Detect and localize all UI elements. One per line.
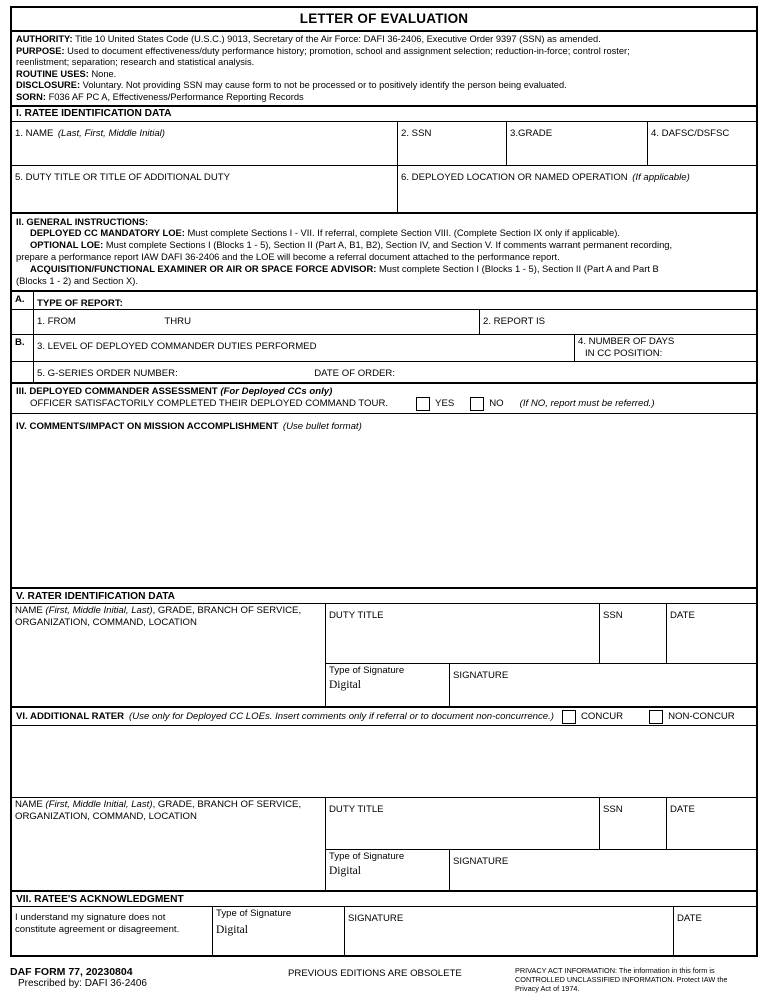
deployed-location-field[interactable] xyxy=(398,166,756,212)
from-thru-field[interactable] xyxy=(34,310,480,334)
disclosure-text: Voluntary. Not providing SSN may cause form to not be processed or to positively identify the person being evaluated. xyxy=(82,80,567,91)
ratee-name-hint: (Last, First, Middle Initial) xyxy=(57,127,166,139)
yes-label: YES xyxy=(435,398,455,410)
form-id: DAF FORM 77, 20230804 xyxy=(10,966,133,978)
section-7-heading: VII. RATEE'S ACKNOWLEDGMENT xyxy=(12,892,756,907)
gseries-field[interactable] xyxy=(34,362,756,382)
additional-rater-signature-row xyxy=(326,850,756,890)
additional-rater-signature-label: SIGNATURE xyxy=(453,856,509,867)
type-of-report-label: TYPE OF REPORT: xyxy=(37,298,123,309)
routine-uses-label: ROUTINE USES: xyxy=(16,68,89,79)
purpose-line xyxy=(16,46,752,58)
concur-checkbox[interactable] xyxy=(562,710,576,724)
additional-rater-ssn-field[interactable] xyxy=(600,798,667,849)
rater-signature-type-field[interactable] xyxy=(326,664,450,706)
footer-privacy-note xyxy=(515,966,755,994)
rater-duty-title-label: DUTY TITLE xyxy=(329,610,384,621)
section-6-heading-row xyxy=(12,708,756,726)
number-of-days-field[interactable] xyxy=(575,335,756,361)
purpose-label: PURPOSE: xyxy=(16,45,65,56)
section-3-assessment-row xyxy=(16,397,752,411)
additional-rater-comments-area[interactable] xyxy=(12,726,756,798)
non-concur-checkbox[interactable] xyxy=(649,710,663,724)
ratee-name-field[interactable] xyxy=(12,122,398,165)
duty-title-label: 5. DUTY TITLE OR TITLE OF ADDITIONAL DUTY xyxy=(15,171,231,183)
additional-rater-date-field[interactable] xyxy=(667,798,756,849)
additional-rater-duty-row xyxy=(326,798,756,850)
section-4-heading-hint: (Use bullet format) xyxy=(282,420,362,432)
rater-right-block xyxy=(326,604,756,706)
section-3-heading-text: III. DEPLOYED COMMANDER ASSESSMENT xyxy=(16,385,218,397)
comments-textarea[interactable] xyxy=(12,435,756,587)
section-2-heading: II. GENERAL INSTRUCTIONS: xyxy=(16,215,149,227)
deployed-duties-level-label: 3. LEVEL OF DEPLOYED COMMANDER DUTIES PERFORMED xyxy=(37,341,317,352)
acquisition-line xyxy=(16,263,752,275)
additional-rater-date-label: DATE xyxy=(670,804,695,815)
section-3-note: (If NO, report must be referred.) xyxy=(519,398,655,410)
additional-rater-name-label-text: NAME xyxy=(15,799,43,810)
additional-rater-signature-field[interactable] xyxy=(450,850,756,890)
deployed-location-label: 6. DEPLOYED LOCATION OR NAMED OPERATION xyxy=(401,171,628,183)
previous-editions-note: PREVIOUS EDITIONS ARE OBSOLETE xyxy=(288,968,462,979)
additional-rater-signature-type-field[interactable] xyxy=(326,850,450,890)
rater-duty-row xyxy=(326,604,756,664)
part-b-gseries-row xyxy=(12,362,756,384)
report-is-field[interactable] xyxy=(480,310,756,334)
authority-label: AUTHORITY: xyxy=(16,34,73,44)
part-a-title xyxy=(34,292,756,309)
disclosure-line xyxy=(16,80,752,92)
disclosure-label: DISCLOSURE: xyxy=(16,80,81,91)
footer-privacy-line2: CONTROLLED UNCLASSIFIED INFORMATION. Protect IAW the xyxy=(515,975,728,985)
section-4-heading xyxy=(12,414,756,435)
ratee-name-label: 1. NAME xyxy=(15,127,54,139)
rater-name-hint: (First, Middle Initial, Last) xyxy=(45,605,153,616)
ratee-dafsc-label: 4. DAFSC/DSFSC xyxy=(651,127,730,139)
part-b-letter: B. xyxy=(12,335,34,361)
purpose-text: Used to document effectiveness/duty performance history; promotion, school and assignment selection; reduction-in-force; control roster; xyxy=(67,45,630,56)
footer-privacy-line1: PRIVACY ACT INFORMATION: The information in this form is xyxy=(515,966,715,975)
section-3-heading-hint: (For Deployed CCs only) xyxy=(220,385,333,397)
section-6-heading-hint: (Use only for Deployed CC LOEs. Insert comments only if referral or to document non-concurrence.) xyxy=(129,710,554,722)
rater-signature-type-value: Digital xyxy=(329,678,361,691)
section-7-body xyxy=(12,907,756,955)
privacy-act-statement xyxy=(12,32,756,107)
ratee-signature-field[interactable] xyxy=(345,907,674,955)
acquisition-label: ACQUISITION/FUNCTIONAL EXAMINER OR AIR OR SPACE FORCE ADVISOR: xyxy=(30,263,377,275)
additional-rater-signature-type-value: Digital xyxy=(329,864,361,877)
optional-loe-text: Must complete Sections I (Blocks 1 - 5), Section II (Part A, B1, B2), Section IV, and Section V. If comments warrant permanent recording, xyxy=(103,239,673,251)
from-label: 1. FROM xyxy=(37,316,76,327)
prescribed-by: Prescribed by: DAFI 36-2406 xyxy=(18,978,147,989)
section-4-heading-text: IV. COMMENTS/IMPACT ON MISSION ACCOMPLISHMENT xyxy=(16,420,279,432)
footer-left xyxy=(10,966,147,989)
no-checkbox[interactable] xyxy=(470,397,484,411)
mandatory-loe-line xyxy=(16,227,752,239)
acquisition-line-2: (Blocks 1 - 2) and Section X). xyxy=(16,275,138,287)
additional-rater-name-field[interactable] xyxy=(12,798,326,890)
additional-rater-name-hint: (First, Middle Initial, Last) xyxy=(45,799,153,810)
concur-label: CONCUR xyxy=(581,710,624,722)
part-b-level-row xyxy=(12,335,756,362)
part-a-heading-row xyxy=(12,292,756,310)
ratee-date-field[interactable] xyxy=(674,907,756,955)
section-5-heading: V. RATER IDENTIFICATION DATA xyxy=(12,589,756,604)
sorn-label: SORN: xyxy=(16,91,46,102)
ratee-signature-type-value: Digital xyxy=(216,923,248,936)
ratee-ssn-field[interactable] xyxy=(398,122,507,165)
ratee-dafsc-field[interactable] xyxy=(648,122,756,165)
mandatory-loe-label: DEPLOYED CC MANDATORY LOE: xyxy=(30,227,185,239)
footer-privacy-line3: Privacy Act of 1974. xyxy=(515,984,580,994)
rater-ssn-label: SSN xyxy=(603,610,623,621)
number-of-days-label: 4. NUMBER OF DAYS xyxy=(578,336,675,347)
section-3 xyxy=(12,384,756,414)
rater-duty-title-field[interactable] xyxy=(326,604,600,663)
additional-rater-right-block xyxy=(326,798,756,890)
acquisition-text: Must complete Section I (Blocks 1 - 5), Section II (Part A and Part B xyxy=(376,263,659,275)
optional-loe-label: OPTIONAL LOE: xyxy=(30,239,104,251)
rater-signature-row xyxy=(326,664,756,706)
report-is-label: 2. REPORT IS xyxy=(483,316,546,327)
rater-name-rest: , GRADE, BRANCH OF SERVICE, xyxy=(152,605,302,616)
authority-line xyxy=(16,34,752,46)
sorn-text: F036 AF PC A, Effectiveness/Performance Reporting Records xyxy=(48,91,304,102)
ratee-grade-field[interactable] xyxy=(507,122,648,165)
number-of-days-label-2: IN CC POSITION: xyxy=(585,347,663,359)
ratee-statement-line2: constitute agreement or disagreement. xyxy=(15,923,180,935)
part-a-letter: A. xyxy=(12,292,34,309)
section-1-row-2 xyxy=(12,166,756,214)
date-of-order-label: DATE OF ORDER: xyxy=(314,368,396,379)
section-1-heading: I. RATEE IDENTIFICATION DATA xyxy=(12,107,756,122)
mandatory-loe-text: Must complete Sections I - VII. If referral, complete Section VIII. (Complete Section IX only if applicable). xyxy=(184,227,620,239)
additional-rater-duty-title-field[interactable] xyxy=(326,798,600,849)
form-title: LETTER OF EVALUATION xyxy=(12,8,756,32)
section-1-row-1 xyxy=(12,122,756,166)
ratee-signature-label: SIGNATURE xyxy=(348,913,404,924)
section-6-heading-text: VI. ADDITIONAL RATER xyxy=(16,710,125,722)
purpose-line-2: reenlistment; separation; research and statistical analysis. xyxy=(16,57,255,68)
section-2-instructions xyxy=(12,214,756,292)
additional-rater-ssn-label: SSN xyxy=(603,804,623,815)
deployed-duties-level-field[interactable] xyxy=(34,335,575,361)
ratee-statement-line1: I understand my signature does not xyxy=(15,912,166,923)
optional-loe-line-2: prepare a performance report IAW DAFI 36-2406 and the LOE will become a referral document attached to the performance report. xyxy=(16,251,560,263)
ratee-signature-type-label: Type of Signature xyxy=(216,908,292,919)
rater-name-label xyxy=(15,605,322,617)
rater-date-field[interactable] xyxy=(667,604,756,663)
additional-rater-name-line2: ORGANIZATION, COMMAND, LOCATION xyxy=(15,810,197,822)
ratee-ssn-label: 2. SSN xyxy=(401,127,432,139)
form-body xyxy=(10,6,758,957)
non-concur-label: NON-CONCUR xyxy=(668,710,735,722)
rater-ssn-field[interactable] xyxy=(600,604,667,663)
deployed-location-hint: (If applicable) xyxy=(632,171,690,183)
rater-date-label: DATE xyxy=(670,610,695,621)
rater-signature-label: SIGNATURE xyxy=(453,670,509,681)
duty-title-field[interactable] xyxy=(12,166,398,212)
section-5-body xyxy=(12,604,756,708)
routine-uses-line xyxy=(16,69,752,81)
authority-text: Title 10 United States Code (U.S.C.) 9013, Secretary of the Air Force: DAFI 36-2406, Executive Order 9397 (SSN) as amended. xyxy=(75,34,601,44)
section-3-heading xyxy=(16,386,752,398)
section-4 xyxy=(12,414,756,589)
section-6-body xyxy=(12,798,756,892)
part-a-from-thru-row xyxy=(12,310,756,335)
gseries-label: 5. G-SERIES ORDER NUMBER: xyxy=(37,368,178,379)
rater-name-line2: ORGANIZATION, COMMAND, LOCATION xyxy=(15,616,197,628)
rater-name-label-text: NAME xyxy=(15,605,43,616)
yes-checkbox[interactable] xyxy=(416,397,430,411)
rater-name-field[interactable] xyxy=(12,604,326,706)
ratee-acknowledgment-statement xyxy=(12,907,213,955)
part-a-letter-spacer xyxy=(12,310,34,334)
thru-label: THRU xyxy=(164,316,192,327)
additional-rater-signature-type-label: Type of Signature xyxy=(329,851,405,862)
no-label: NO xyxy=(489,398,504,410)
optional-loe-line xyxy=(16,239,752,251)
routine-uses-text: None. xyxy=(91,68,117,79)
section-3-statement: OFFICER SATISFACTORILY COMPLETED THEIR DEPLOYED COMMAND TOUR. xyxy=(30,398,389,410)
rater-signature-type-label: Type of Signature xyxy=(329,665,405,676)
additional-rater-name-label xyxy=(15,799,322,811)
ratee-grade-label: 3.GRADE xyxy=(510,127,553,139)
ratee-signature-type-field[interactable] xyxy=(213,907,345,955)
rater-signature-field[interactable] xyxy=(450,664,756,706)
ratee-date-label: DATE xyxy=(677,913,702,924)
sorn-line xyxy=(16,92,752,104)
part-b-letter-spacer xyxy=(12,362,34,382)
additional-rater-name-rest: , GRADE, BRANCH OF SERVICE, xyxy=(152,799,302,810)
additional-rater-duty-title-label: DUTY TITLE xyxy=(329,804,384,815)
